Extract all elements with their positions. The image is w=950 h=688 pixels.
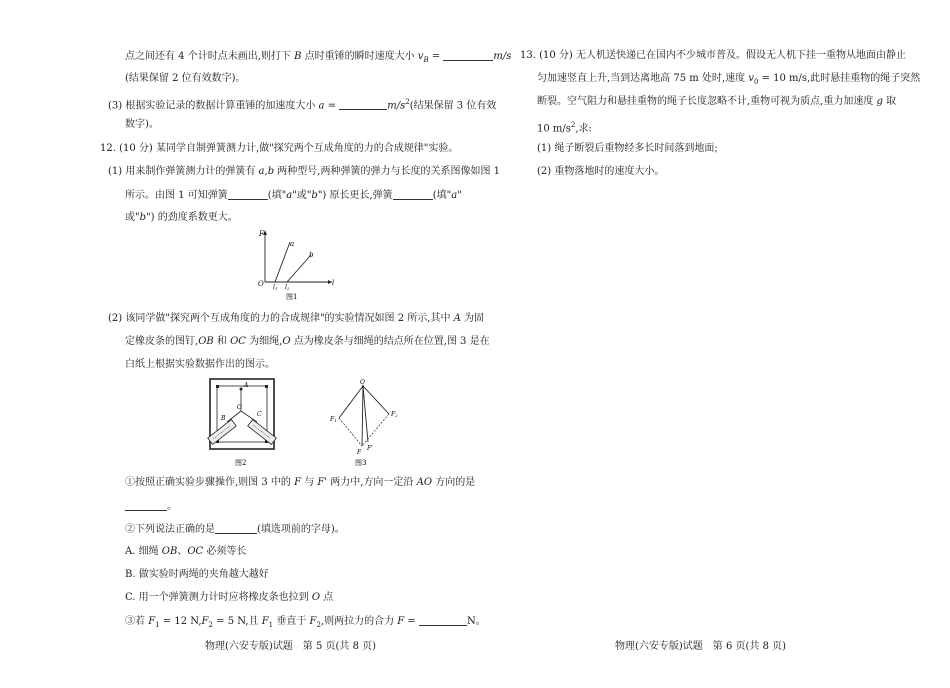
unit: m/s bbox=[387, 100, 406, 112]
option-A bbox=[125, 546, 246, 558]
sub: 1 bbox=[268, 621, 274, 629]
text: = 12 N, bbox=[159, 616, 202, 627]
line-velocity bbox=[125, 50, 511, 66]
text: = 10 m/s,此时悬挂重物的绳子突然 bbox=[758, 73, 921, 84]
question-13-line4 bbox=[537, 119, 592, 135]
text: ,求: bbox=[575, 123, 592, 135]
text: ") 的劲度系数更大。 bbox=[146, 212, 238, 223]
text: ,则两拉力的合力 bbox=[320, 616, 398, 627]
label-O: O bbox=[360, 379, 365, 386]
var-AO: AO bbox=[416, 477, 433, 488]
subquestion-3 bbox=[125, 615, 486, 631]
var-F2: F bbox=[201, 616, 209, 627]
var-g: g bbox=[876, 96, 883, 107]
text: (结果保留 3 位有效 bbox=[409, 100, 497, 112]
label-l2: l2 bbox=[285, 284, 290, 291]
label-F: F bbox=[259, 230, 264, 238]
q12-part1-line1 bbox=[108, 166, 500, 178]
line-b bbox=[287, 255, 311, 282]
label-A: A bbox=[244, 382, 249, 389]
text: = bbox=[324, 100, 340, 112]
var-B: B bbox=[294, 51, 302, 62]
line-accel bbox=[108, 96, 496, 112]
var-F1: F bbox=[261, 616, 269, 627]
text: 所示。由图 1 可知弹簧 bbox=[125, 190, 228, 201]
label-l: l bbox=[332, 279, 335, 287]
text: ③若 bbox=[125, 616, 149, 627]
text: A. 细绳 bbox=[125, 546, 162, 557]
unit: m/s bbox=[493, 51, 512, 62]
text: 断裂。空气阻力和悬挂重物的绳子长度忽略不计,重物可视为质点,重力加速度 bbox=[537, 96, 877, 107]
var-F: F bbox=[294, 477, 302, 488]
question-13-line2 bbox=[537, 73, 920, 88]
figure-3-force-diagram bbox=[325, 378, 405, 470]
text: 。 bbox=[167, 501, 177, 512]
label-F2: F2 bbox=[391, 411, 398, 418]
text: 点之间还有 4 个计时点未画出,则打下 bbox=[125, 51, 295, 62]
text: C. 用一个弹簧测力计时应将橡皮条也拉到 bbox=[125, 592, 312, 603]
label-l1: l1 bbox=[273, 284, 278, 291]
pin bbox=[265, 385, 268, 388]
sub: 0 bbox=[753, 78, 759, 86]
vector-F-prime bbox=[363, 386, 368, 442]
text: (填选项前的字母)。 bbox=[257, 524, 345, 535]
text: 点为橡皮条与细绳的结点所在位置,图 3 是在 bbox=[290, 336, 490, 347]
subquestion-1 bbox=[125, 477, 475, 489]
q12-part1-line3 bbox=[125, 212, 238, 224]
q12-part2-line2 bbox=[125, 336, 490, 348]
text: (填" bbox=[432, 190, 452, 201]
text: 点时重锤的瞬时速度大小 bbox=[301, 51, 418, 62]
text: = bbox=[428, 51, 444, 62]
text: ②下列说法正确的是 bbox=[125, 524, 215, 535]
page-footer-right: 物理(六安专版)试题 第 6 页(共 8 页) bbox=[615, 641, 787, 652]
option-C bbox=[125, 592, 333, 604]
text: 定橡皮条的图钉, bbox=[125, 336, 199, 347]
vector-F1 bbox=[339, 386, 363, 418]
text: = 5 N,且 bbox=[212, 616, 262, 627]
text: 取 bbox=[882, 96, 897, 107]
parallelogram-side bbox=[339, 418, 362, 446]
var-O: O bbox=[282, 336, 291, 347]
q12-part2-line3: 白纸上根据实验数据作出的图示。 bbox=[125, 359, 275, 370]
figure-2-caption: 图2 bbox=[235, 459, 247, 467]
text: 两种型号,两种弹簧的弹力与长度的关系图像如图 1 bbox=[274, 166, 500, 177]
string-OC bbox=[241, 411, 257, 422]
answer-blank[interactable] bbox=[339, 99, 387, 110]
line-a bbox=[275, 242, 290, 282]
answer-blank[interactable] bbox=[228, 189, 268, 200]
question-13-part1: (1) 绳子断裂后重物经多长时间落到地面; bbox=[537, 143, 718, 154]
label-C: C bbox=[257, 411, 262, 418]
var-v: v bbox=[417, 51, 424, 62]
label-F: F bbox=[357, 449, 362, 456]
question-12-title: 12. (10 分) 某同学自制弹簧测力计,做"探究两个互成角度的力的合成规律"实验。 bbox=[100, 143, 459, 154]
var-OB: OB bbox=[161, 546, 178, 557]
sub: 2 bbox=[316, 621, 321, 629]
sub: 1 bbox=[155, 621, 160, 629]
var-b: b bbox=[139, 212, 147, 223]
text: 匀加速竖直上升,当到达离地高 75 m 处时,速度 bbox=[537, 73, 749, 84]
var-F: F bbox=[397, 616, 405, 627]
var-OB: OB bbox=[198, 336, 214, 347]
text: (填" bbox=[267, 190, 287, 201]
text: (3) 根据实验记录的数据计算重锤的加速度大小 bbox=[108, 100, 319, 112]
figure-1-caption: 图1 bbox=[286, 293, 298, 301]
text: "或" bbox=[292, 190, 312, 201]
label-B: B bbox=[221, 415, 226, 422]
var-F2: F bbox=[309, 616, 317, 627]
text: 方向的是 bbox=[432, 477, 476, 488]
question-13-part2: (2) 重物落地时的速度大小。 bbox=[537, 166, 665, 177]
vector-F bbox=[362, 386, 363, 446]
var-F-prime: F' bbox=[317, 477, 328, 488]
question-13-line3 bbox=[537, 96, 896, 108]
vector-F2 bbox=[363, 386, 389, 414]
sup: 2 bbox=[570, 121, 576, 129]
page-footer-left: 物理(六安专版)试题 第 5 页(共 8 页) bbox=[205, 641, 377, 652]
text: 或" bbox=[125, 212, 140, 223]
var-O: O bbox=[311, 592, 321, 603]
line-digits: 数字)。 bbox=[125, 119, 159, 130]
var-v0: v bbox=[748, 73, 754, 84]
text: 为固 bbox=[460, 313, 485, 324]
var-a: a bbox=[318, 100, 325, 112]
text: 为细绳, bbox=[245, 336, 283, 347]
label-F-prime: F' bbox=[367, 445, 373, 452]
answer-blank[interactable] bbox=[125, 500, 167, 511]
label-a: a bbox=[290, 240, 295, 248]
text: 两力中,方向一定沿 bbox=[327, 477, 417, 488]
text: 点 bbox=[320, 592, 334, 603]
text: 和 bbox=[213, 336, 231, 347]
figure-3-caption: 图3 bbox=[355, 459, 367, 467]
figure-2-apparatus bbox=[205, 376, 280, 471]
label-F1: F1 bbox=[330, 416, 337, 423]
text: 垂直于 bbox=[273, 616, 310, 627]
text: 与 bbox=[301, 477, 318, 488]
text: (2) 该同学做"探究两个互成角度的力的合成规律"的实验情况如图 2 所示,其中 bbox=[108, 313, 454, 324]
text: " bbox=[457, 190, 462, 201]
text: ①按照正确实验步骤操作,则图 3 中的 bbox=[125, 477, 295, 488]
answer-blank[interactable] bbox=[419, 615, 467, 626]
var-OC: OC bbox=[187, 546, 204, 557]
var-b: b bbox=[311, 190, 318, 201]
text: (1) 用来制作弹簧测力计的弹簧有 bbox=[108, 166, 259, 177]
label-O: O bbox=[258, 280, 264, 288]
text: = bbox=[404, 616, 419, 627]
pin bbox=[216, 385, 219, 388]
var-OC: OC bbox=[230, 336, 246, 347]
sub-B: B bbox=[423, 56, 429, 64]
subquestion-2 bbox=[125, 523, 345, 536]
figure-1-graph bbox=[250, 226, 340, 304]
q12-part1-line2 bbox=[125, 189, 462, 202]
var-A: A bbox=[453, 313, 461, 324]
text: 必须等长 bbox=[203, 546, 247, 557]
label-O: O bbox=[237, 404, 242, 411]
q12-part2-line1 bbox=[108, 313, 484, 325]
spring-scale-right bbox=[248, 420, 277, 445]
text: 10 m/s bbox=[537, 123, 571, 135]
label-b: b bbox=[309, 251, 314, 259]
spring-scale-left bbox=[208, 420, 237, 445]
answer-blank[interactable] bbox=[443, 50, 493, 61]
var-F1: F bbox=[148, 616, 156, 627]
question-13-line1: 13. (10 分) 无人机送快递已在国内不少城市普及。假设无人机下挂一重物从地面由静止 bbox=[520, 50, 906, 61]
var-a: a bbox=[258, 166, 265, 177]
subquestion-1-answer bbox=[125, 500, 177, 513]
answer-blank[interactable] bbox=[393, 189, 433, 200]
line-precision: (结果保留 2 位有效数字)。 bbox=[125, 73, 246, 84]
text: ") 原长更长,弹簧 bbox=[317, 190, 393, 201]
option-B: B. 做实验时两绳的夹角越大越好 bbox=[125, 569, 269, 580]
sup: 2 bbox=[405, 98, 410, 106]
var-b: b bbox=[267, 166, 275, 177]
string-OB bbox=[227, 411, 241, 422]
text: N。 bbox=[466, 616, 486, 627]
sub: 2 bbox=[208, 621, 213, 629]
var-a: a bbox=[451, 190, 458, 201]
text: 、 bbox=[177, 546, 188, 557]
answer-blank[interactable] bbox=[215, 523, 257, 534]
text: , bbox=[264, 166, 268, 177]
var-a: a bbox=[286, 190, 293, 201]
